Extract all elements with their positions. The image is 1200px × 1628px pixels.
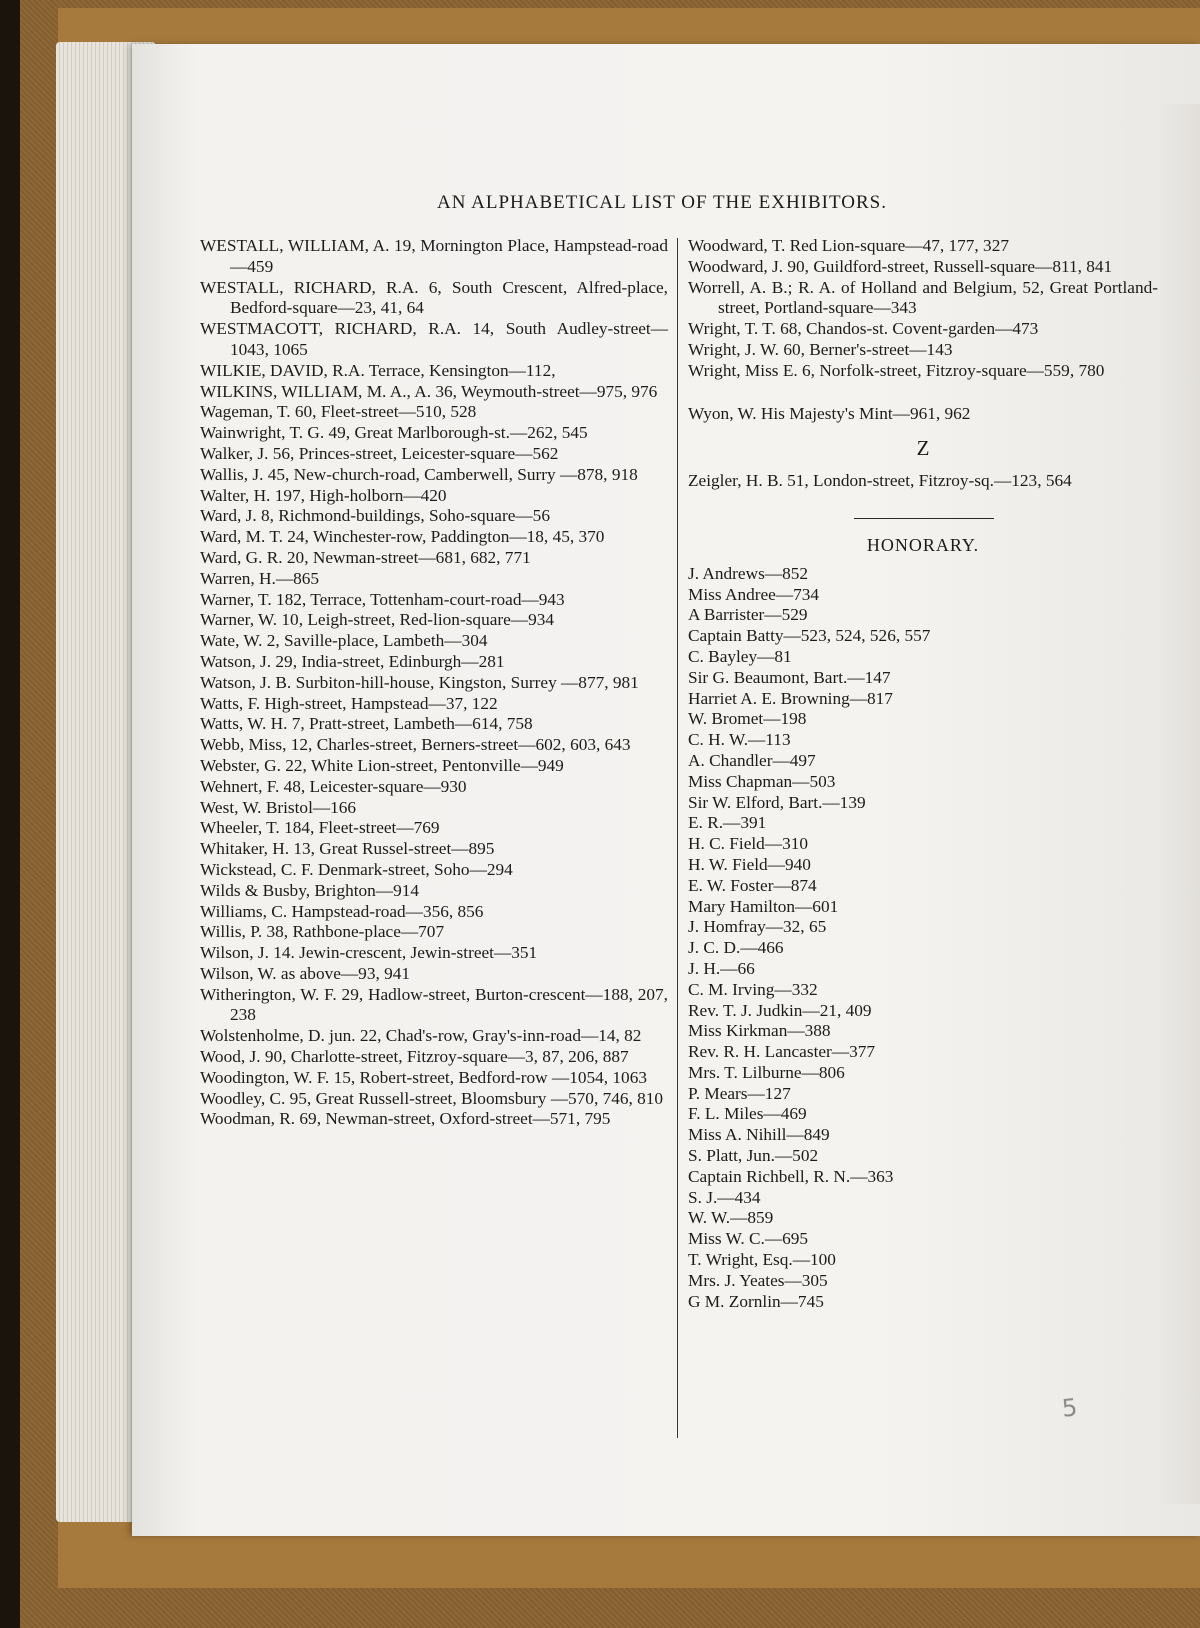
honorary-entries [688,564,1158,1313]
page-title: AN ALPHABETICAL LIST OF THE EXHIBITORS. [437,192,887,213]
exhibitor-entry: Woodward, J. 90, Guildford-street, Russell-square—811, 841 [688,256,1113,276]
exhibitor-entry: Ward, G. R. 20, Newman-street—681, 682, 771 [200,547,531,567]
honorary-entry: Rev. R. H. Lancaster—377 [688,1042,876,1062]
z-entries [688,471,1158,492]
exhibitor-entry: Webb, Miss, 12, Charles-street, Berners-street—602, 603, 643 [200,735,631,755]
honorary-entry: Miss A. Nihill—849 [688,1125,830,1145]
exhibitor-entry: WESTMACOTT, RICHARD, R.A. 14, South Audley-street—1043, 1065 [200,319,668,359]
section-letter-z: Z [916,436,930,461]
book-page [132,44,1200,1536]
w-entries-continued [688,236,1158,424]
exhibitor-entry: Worrell, A. B.; R. A. of Holland and Belgium, 52, Great Portland-street, Portland-square—343 [688,277,1158,318]
exhibitor-entry: Wheeler, T. 184, Fleet-street—769 [200,818,440,838]
honorary-entry: A. Chandler—497 [688,750,816,770]
exhibitor-entry: Ward, M. T. 24, Winchester-row, Paddington—18, 45, 370 [200,527,605,547]
honorary-entry: Mrs. T. Lilburne—806 [688,1062,845,1082]
exhibitor-entry: Wilds & Busby, Brighton—914 [200,880,420,900]
honorary-entry: J. H.—66 [688,958,755,978]
honorary-entry: H. C. Field—310 [688,834,809,854]
exhibitor-entry: Wate, W. 2, Saville-place, Lambeth—304 [200,631,488,651]
exhibitor-entry: Williams, C. Hampstead-road—356, 856 [200,901,484,921]
exhibitor-entry: Woodley, C. 95, Great Russell-street, Bloomsbury —570, 746, 810 [200,1088,664,1108]
honorary-entry: Mrs. J. Yeates—305 [688,1270,828,1290]
exhibitor-entry: Warner, W. 10, Leigh-street, Red-lion-square—934 [200,610,555,630]
honorary-entry: H. W. Field—940 [688,854,811,874]
exhibitor-entry: Witherington, W. F. 29, Hadlow-street, Burton-crescent—188, 207, 238 [200,984,668,1025]
exhibitor-entry: Wallis, J. 45, New-church-road, Camberwell, Surry —878, 918 [200,464,638,484]
exhibitor-entry: Whitaker, H. 13, Great Russel-street—895 [200,839,495,859]
exhibitor-entry: Watts, W. H. 7, Pratt-street, Lambeth—614, 758 [200,714,533,734]
exhibitor-entry: Watson, J. B. Surbiton-hill-house, Kingston, Surrey —877, 981 [200,672,639,692]
honorary-entry: E. R.—391 [688,813,767,833]
exhibitor-entry: Walter, H. 197, High-holborn—420 [200,485,447,505]
exhibitor-entry: Warner, T. 182, Terrace, Tottenham-court-road—943 [200,589,565,609]
honorary-entry: Miss Kirkman—388 [688,1021,831,1041]
honorary-entry: S. Platt, Jun.—502 [688,1146,819,1166]
honorary-entry: W. Bromet—198 [688,709,807,729]
honorary-entry: P. Mears—127 [688,1083,791,1103]
exhibitor-entry: Watts, F. High-street, Hampstead—37, 122 [200,693,498,713]
honorary-entry: F. L. Miles—469 [688,1104,807,1124]
honorary-entry: Harriet A. E. Browning—817 [688,688,893,708]
exhibitor-entry: Wright, T. T. 68, Chandos-st. Covent-garden—473 [688,319,1039,339]
exhibitor-entry: Wright, Miss E. 6, Norfolk-street, Fitzroy-square—559, 780 [688,360,1105,380]
column-divider [677,238,678,1438]
exhibitor-entry: Wageman, T. 60, Fleet-street—510, 528 [200,402,477,422]
honorary-entry: A Barrister—529 [688,605,808,625]
honorary-entry: Mary Hamilton—601 [688,896,839,916]
exhibitor-entry: West, W. Bristol—166 [200,797,357,817]
exhibitor-entry: Warren, H.—865 [200,568,320,588]
honorary-entry: T. Wright, Esq.—100 [688,1250,836,1270]
honorary-entry: J. C. D.—466 [688,938,784,958]
honorary-entry: C. Bayley—81 [688,646,792,666]
exhibitor-entry: Webster, G. 22, White Lion-street, Pentonville—949 [200,755,564,775]
pencil-page-mark: 5 [1060,1393,1079,1423]
honorary-entry: Miss Chapman—503 [688,771,836,791]
honorary-entry: Sir W. Elford, Bart.—139 [688,792,866,812]
honorary-entry: Miss W. C.—695 [688,1229,809,1249]
exhibitor-entry: Wolstenholme, D. jun. 22, Chad's-row, Gray's-inn-road—14, 82 [200,1026,642,1046]
honorary-entry: C. M. Irving—332 [688,979,818,999]
left-column [200,236,668,1130]
honorary-entry: Sir G. Beaumont, Bart.—147 [688,667,891,687]
honorary-entry: S. J.—434 [688,1187,761,1207]
exhibitor-entry: Ward, J. 8, Richmond-buildings, Soho-square—56 [200,506,550,526]
honorary-entry: G M. Zornlin—745 [688,1291,824,1311]
honorary-entry: Rev. T. J. Judkin—21, 409 [688,1000,872,1020]
exhibitor-entry: WESTALL, RICHARD, R.A. 6, South Crescent, Alfred-place, Bedford-square—23, 41, 64 [200,277,668,318]
exhibitor-entry: WILKIE, DAVID, R.A. Terrace, Kensington—112, [200,360,556,380]
exhibitor-entry: Woodman, R. 69, Newman-street, Oxford-street—571, 795 [200,1109,611,1129]
exhibitor-entry: Wood, J. 90, Charlotte-street, Fitzroy-square—3, 87, 206, 887 [200,1047,629,1067]
honorary-entry: Captain Richbell, R. N.—363 [688,1166,894,1186]
exhibitor-entry: Wyon, W. His Majesty's Mint—961, 962 [688,403,971,423]
section-rule [854,518,994,519]
exhibitor-entry: Wilson, W. as above—93, 941 [200,963,411,983]
exhibitor-entry: Wilson, J. 14. Jewin-crescent, Jewin-street—351 [200,943,538,963]
honorary-entry: J. Homfray—32, 65 [688,917,827,937]
exhibitor-entry: Woodington, W. F. 15, Robert-street, Bedford-row —1054, 1063 [200,1067,647,1087]
exhibitor-entry: Wehnert, F. 48, Leicester-square—930 [200,776,467,796]
exhibitor-entry: Watson, J. 29, India-street, Edinburgh—281 [200,651,505,671]
page-shading [1160,104,1200,1504]
honorary-entry: Miss Andree—734 [688,584,820,604]
exhibitor-entry: Willis, P. 38, Rathbone-place—707 [200,922,445,942]
honorary-entry: W. W.—859 [688,1208,774,1228]
right-column [688,236,1158,1312]
honorary-entry: C. H. W.—113 [688,730,791,750]
exhibitor-entry: WILKINS, WILLIAM, M. A., A. 36, Weymouth-street—975, 976 [200,381,658,401]
exhibitor-entry: Walker, J. 56, Princes-street, Leicester-square—562 [200,443,559,463]
honorary-heading: HONORARY. [866,534,980,555]
exhibitor-entry: WESTALL, WILLIAM, A. 19, Mornington Place, Hampstead-road—459 [200,236,668,276]
honorary-entry: J. Andrews—852 [688,563,809,583]
exhibitor-entry: Wright, J. W. 60, Berner's-street—143 [688,339,953,359]
honorary-entry: Captain Batty—523, 524, 526, 557 [688,626,931,646]
exhibitor-entry: Wickstead, C. F. Denmark-street, Soho—294 [200,859,513,879]
honorary-entry: E. W. Foster—874 [688,875,817,895]
exhibitor-entry: Wainwright, T. G. 49, Great Marlborough-st.—262, 545 [200,423,588,443]
exhibitor-entry: Zeigler, H. B. 51, London-street, Fitzroy-sq.—123, 564 [688,471,1072,491]
exhibitor-entry: Woodward, T. Red Lion-square—47, 177, 327 [688,236,1009,255]
